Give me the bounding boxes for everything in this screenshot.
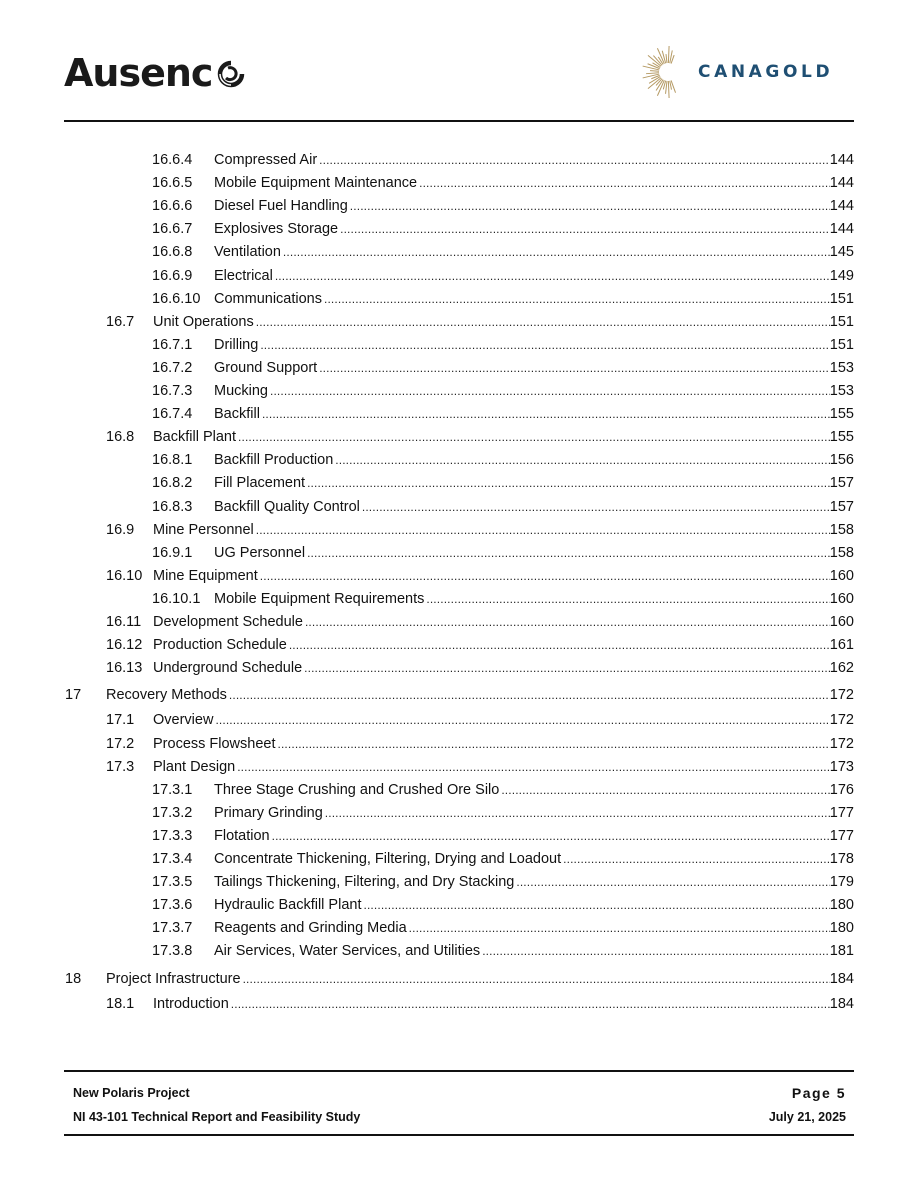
- toc-entry-number: 16.6.7: [152, 221, 193, 238]
- toc-dot-leader: [340, 219, 830, 239]
- sunburst-icon: [636, 40, 692, 104]
- toc-entry-page: 153: [829, 383, 854, 399]
- ausenco-logo: [64, 51, 248, 95]
- toc-entry-page: 173: [829, 758, 854, 775]
- toc-entry[interactable]: [0, 427, 918, 447]
- toc-entry-page: 184: [829, 970, 854, 987]
- toc-entry-title: Air Services, Water Services, and Utilities: [214, 943, 481, 960]
- toc-entry-number: 17: [65, 687, 82, 704]
- toc-entry-page: 179: [829, 874, 854, 891]
- toc-entry-page: 144: [829, 152, 854, 168]
- page-header: [0, 0, 918, 124]
- toc-entry-title: Plant Design: [153, 758, 236, 775]
- toc-entry[interactable]: [0, 381, 918, 401]
- toc-entry-page: 145: [829, 244, 854, 261]
- toc-entry-number: 16.7.4: [152, 406, 193, 423]
- canagold-wordmark: CANAGOLD: [698, 62, 834, 82]
- toc-entry-number: 16.8: [106, 429, 135, 446]
- toc-entry-number: 17.3.6: [152, 897, 193, 914]
- footer-rule-bottom: [64, 1134, 854, 1136]
- toc-entry[interactable]: [0, 895, 918, 915]
- toc-entry-page: 177: [829, 804, 854, 821]
- toc-entry-page: 153: [829, 359, 854, 376]
- toc-entry-page: 155: [829, 406, 854, 423]
- toc-entry[interactable]: [0, 941, 918, 961]
- toc-entry-page: 151: [829, 336, 854, 353]
- toc-entry-number: 16.6.5: [152, 175, 193, 192]
- toc-entry-number: 16.12: [106, 637, 143, 654]
- toc-entry-title: Concentrate Thickening, Filtering, Drying and Loadout: [214, 851, 562, 867]
- ausenco-swirl-icon: [214, 57, 248, 95]
- toc-entry-title: Explosives Storage: [214, 221, 339, 238]
- toc-dot-leader: [275, 266, 830, 286]
- toc-dot-leader: [350, 196, 830, 216]
- toc-entry[interactable]: [0, 289, 918, 309]
- toc-entry-title: UG Personnel: [214, 544, 306, 561]
- toc-dot-leader: [231, 994, 830, 1014]
- toc-entry-title: Mine Equipment: [153, 567, 258, 584]
- toc-entry-page: 144: [829, 175, 854, 192]
- toc-entry-title: Drilling: [214, 336, 259, 353]
- toc-entry-number: 16.11: [106, 614, 142, 630]
- toc-dot-leader: [362, 497, 830, 517]
- footer-project-name: New Polaris Project: [73, 1086, 190, 1100]
- toc-entry[interactable]: [0, 803, 918, 823]
- toc-entry-number: 16.6.9: [152, 267, 193, 284]
- toc-entry-title: Diesel Fuel Handling: [214, 198, 348, 215]
- toc-dot-leader: [319, 150, 830, 170]
- toc-dot-leader: [563, 849, 830, 869]
- toc-entry-page: 160: [829, 590, 854, 607]
- toc-dot-leader: [256, 312, 830, 332]
- toc-dot-leader: [256, 520, 830, 540]
- toc-entry[interactable]: [0, 826, 918, 846]
- toc-dot-leader: [501, 780, 829, 800]
- toc-dot-leader: [426, 589, 829, 609]
- toc-entry[interactable]: [0, 219, 918, 239]
- toc-entry-title: Mine Personnel: [153, 521, 254, 538]
- toc-entry-number: 17.3.3: [152, 827, 193, 844]
- toc-entry[interactable]: [0, 635, 918, 655]
- toc-entry-number: 17.3.8: [152, 943, 193, 960]
- toc-entry-number: 16.7.1: [152, 336, 193, 353]
- toc-dot-leader: [305, 612, 830, 632]
- toc-entry-title: Hydraulic Backfill Plant: [214, 897, 362, 914]
- toc-dot-leader: [238, 427, 830, 447]
- toc-entry-page: 176: [829, 781, 854, 798]
- toc-entry-title: Unit Operations: [153, 313, 254, 330]
- toc-entry-title: Primary Grinding: [214, 804, 323, 821]
- toc-entry-number: 17.3: [106, 758, 135, 775]
- toc-entry-page: 149: [829, 267, 854, 284]
- toc-entry-title: Development Schedule: [153, 614, 303, 630]
- toc-dot-leader: [307, 543, 830, 563]
- toc-entry-page: 172: [829, 735, 854, 752]
- toc-entry[interactable]: [0, 918, 918, 938]
- toc-entry-page: 180: [829, 897, 854, 914]
- toc-entry-title: Recovery Methods: [106, 687, 227, 704]
- toc-entry[interactable]: [0, 658, 918, 678]
- toc-entry-number: 17.3.2: [152, 804, 193, 821]
- toc-entry-title: Reagents and Grinding Media: [214, 920, 407, 937]
- toc-dot-leader: [325, 803, 830, 823]
- toc-entry-title: Electrical: [214, 267, 273, 284]
- toc-entry[interactable]: [0, 710, 918, 730]
- toc-entry-page: 181: [829, 943, 854, 960]
- toc-entry-number: 16.7.3: [152, 383, 193, 399]
- toc-entry-number: 16.6.4: [152, 152, 193, 168]
- toc-entry-number: 17.3.7: [152, 920, 193, 937]
- toc-entry-title: Mobile Equipment Maintenance: [214, 175, 418, 192]
- toc-entry-page: 157: [829, 475, 854, 492]
- toc-entry-page: 157: [829, 498, 854, 515]
- toc-entry-title: Backfill: [214, 406, 260, 423]
- toc-entry-number: 16.7.2: [152, 359, 193, 376]
- toc-entry-page: 180: [829, 920, 854, 937]
- toc-entry[interactable]: [0, 150, 918, 170]
- toc-entry-title: Mobile Equipment Requirements: [214, 590, 425, 607]
- toc-entry[interactable]: [0, 497, 918, 517]
- toc-dot-leader: [229, 685, 830, 705]
- toc-entry-title: Fill Placement: [214, 475, 306, 492]
- toc-entry-title: Tailings Thickening, Filtering, and Dry Stacking: [214, 874, 515, 891]
- toc-entry[interactable]: [0, 450, 918, 470]
- toc-entry-page: 151: [829, 290, 854, 307]
- toc-entry-number: 17.3.5: [152, 874, 193, 891]
- toc-entry[interactable]: [0, 196, 918, 216]
- toc-dot-leader: [260, 335, 829, 355]
- toc-entry[interactable]: [0, 872, 918, 892]
- toc-entry-page: 151: [829, 313, 854, 330]
- toc-dot-leader: [278, 734, 830, 754]
- toc-entry-number: 18.1: [106, 995, 135, 1012]
- toc-entry-number: 17.3.1: [152, 781, 193, 798]
- toc-entry[interactable]: [0, 404, 918, 424]
- toc-entry-number: 16.10.1: [152, 590, 201, 607]
- toc-entry-page: 156: [829, 452, 854, 469]
- toc-entry-page: 160: [829, 614, 854, 630]
- toc-entry[interactable]: [0, 543, 918, 563]
- toc-entry-number: 16.8.1: [152, 452, 193, 469]
- toc-entry[interactable]: [0, 312, 918, 332]
- toc-entry[interactable]: [0, 566, 918, 586]
- toc-entry-number: 16.9: [106, 521, 135, 538]
- toc-entry-page: 160: [829, 567, 854, 584]
- toc-entry-page: 158: [829, 521, 854, 538]
- toc-entry[interactable]: [0, 473, 918, 493]
- footer-page-number: Page 5: [791, 1085, 846, 1101]
- toc-entry-page: 172: [829, 687, 854, 704]
- toc-entry-number: 17.1: [106, 712, 135, 729]
- ausenco-logo-text: Ausenc: [64, 51, 213, 95]
- toc-entry-page: 162: [829, 660, 854, 677]
- toc-entry-page: 158: [829, 544, 854, 561]
- toc-entry[interactable]: [0, 358, 918, 378]
- toc-entry-page: 172: [829, 712, 854, 729]
- toc-entry[interactable]: [0, 242, 918, 262]
- toc-entry-title: Compressed Air: [214, 152, 318, 168]
- toc-entry-title: Mucking: [214, 383, 268, 399]
- toc-entry-title: Three Stage Crushing and Crushed Ore Silo: [214, 781, 500, 798]
- toc-entry[interactable]: [0, 685, 918, 705]
- toc-dot-leader: [304, 658, 830, 678]
- toc-dot-leader: [270, 381, 830, 401]
- toc-entry[interactable]: [0, 757, 918, 777]
- toc-entry[interactable]: [0, 734, 918, 754]
- toc-entry-title: Ground Support: [214, 359, 318, 376]
- footer-date: July 21, 2025: [768, 1110, 846, 1124]
- toc-entry-title: Project Infrastructure: [106, 970, 241, 987]
- toc-entry-number: 16.7: [106, 313, 135, 330]
- toc-dot-leader: [319, 358, 830, 378]
- toc-entry[interactable]: [0, 520, 918, 540]
- toc-entry-number: 16.6.10: [152, 290, 201, 307]
- footer-rule-top: [64, 1070, 854, 1072]
- toc-entry-title: Flotation: [214, 827, 270, 844]
- toc-dot-leader: [289, 635, 830, 655]
- toc-entry-title: Overview: [153, 712, 214, 729]
- toc-entry-number: 17.2: [106, 735, 135, 752]
- toc-dot-leader: [482, 941, 830, 961]
- toc-entry[interactable]: [0, 994, 918, 1014]
- toc-entry[interactable]: [0, 266, 918, 286]
- toc-entry-number: 16.6.8: [152, 244, 193, 261]
- toc-dot-leader: [260, 566, 830, 586]
- toc-entry-title: Communications: [214, 290, 322, 307]
- toc-dot-leader: [283, 242, 830, 262]
- toc-dot-leader: [262, 404, 830, 424]
- toc-entry-page: 161: [829, 637, 854, 654]
- toc-entry-title: Backfill Plant: [153, 429, 237, 446]
- toc-dot-leader: [307, 473, 830, 493]
- toc-entry-title: Production Schedule: [153, 637, 287, 654]
- toc-entry-number: 16.8.3: [152, 498, 193, 515]
- toc-dot-leader: [335, 450, 830, 470]
- toc-dot-leader: [363, 895, 829, 915]
- canagold-logo: [636, 40, 852, 104]
- toc-entry[interactable]: [0, 335, 918, 355]
- toc-dot-leader: [409, 918, 830, 938]
- toc-dot-leader: [215, 710, 829, 730]
- toc-entry-number: 16.13: [106, 660, 143, 677]
- toc-entry-page: 144: [829, 221, 854, 238]
- toc-entry-number: 16.9.1: [152, 544, 193, 561]
- header-rule: [64, 120, 854, 122]
- toc-entry[interactable]: [0, 780, 918, 800]
- toc-dot-leader: [243, 969, 830, 989]
- toc-entry[interactable]: [0, 969, 918, 989]
- toc-entry-title: Ventilation: [214, 244, 281, 261]
- toc-dot-leader: [237, 757, 830, 777]
- toc-entry[interactable]: [0, 173, 918, 193]
- toc-entry-title: Underground Schedule: [153, 660, 303, 677]
- toc-dot-leader: [419, 173, 830, 193]
- toc-entry-page: 177: [829, 827, 854, 844]
- toc-entry-page: 178: [829, 851, 854, 867]
- toc-entry-number: 16.10: [106, 567, 143, 584]
- toc-entry-number: 17.3.4: [152, 851, 193, 867]
- toc-entry[interactable]: [0, 849, 918, 869]
- toc-entry-number: 16.8.2: [152, 475, 193, 492]
- toc-entry[interactable]: [0, 612, 918, 632]
- toc-entry-number: 16.6.6: [152, 198, 193, 215]
- toc-entry[interactable]: [0, 589, 918, 609]
- toc-dot-leader: [272, 826, 830, 846]
- toc-entry-title: Backfill Production: [214, 452, 334, 469]
- toc-entry-number: 18: [65, 970, 82, 987]
- toc-entry-title: Introduction: [153, 995, 229, 1012]
- footer-report-title: NI 43-101 Technical Report and Feasibility Study: [73, 1110, 361, 1124]
- toc-entry-page: 184: [829, 995, 854, 1012]
- toc-entry-page: 155: [829, 429, 854, 446]
- toc-dot-leader: [516, 872, 829, 892]
- toc-dot-leader: [324, 289, 830, 309]
- toc-entry-page: 144: [829, 198, 854, 215]
- toc-entry-title: Backfill Quality Control: [214, 498, 360, 515]
- toc-entry-title: Process Flowsheet: [153, 735, 276, 752]
